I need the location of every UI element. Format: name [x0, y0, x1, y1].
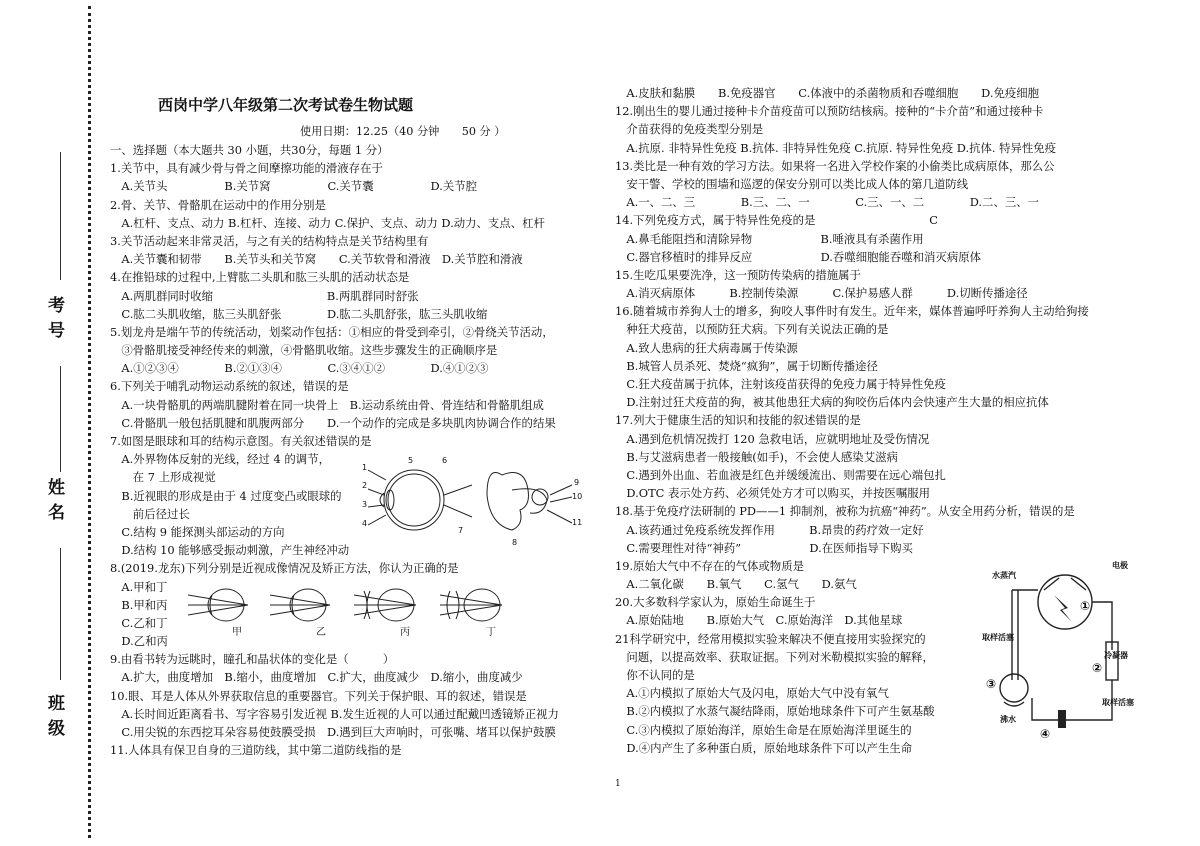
right-column-line: B.②内模拟了水蒸气凝结降雨，原始地球条件下可产生氨基酸 — [615, 704, 935, 719]
right-column-line: 种狂犬疫苗，以预防狂犬病。下列有关说法正确的是 — [615, 322, 889, 337]
miller-label-c4: ④ — [1040, 727, 1051, 741]
right-column-line: D.OTC 表示处方药、必须凭处方才可以购买，并按医嘱服用 — [615, 486, 930, 501]
miller-label-sample-left: 取样活塞 — [982, 633, 1014, 642]
page-subtitle: 使用日期：12.25（40 分钟 50 分 ） — [300, 125, 506, 138]
binding-dotted-line — [88, 6, 91, 838]
right-column-line: C.狂犬疫苗属于抗体，注射该疫苗获得的免疫力属于特异性免疫 — [615, 377, 946, 391]
page-title: 西岗中学八年级第二次考试卷生物试题 — [158, 96, 414, 114]
right-column-line: 16.随着城市养狗人士的增多，狗咬人事件时有发生。近年来，媒体普遍呼吁养狗人主动给狗接 — [615, 304, 1089, 319]
ear-label-11: 11 — [572, 518, 582, 527]
left-column-line: 3.关节活动起来非常灵活，与之有关的结构特点是关节结构里有 — [110, 233, 429, 248]
right-column-line: 15.生吃瓜果要洗净，这一预防传染病的措施属于 — [615, 267, 861, 282]
eyeball-outline — [384, 470, 444, 530]
right-column-line: 13.类比是一种有效的学习方法。如果将一名进入学校作案的小偷类比成病原体，那么公 — [615, 158, 1055, 173]
right-column-line: A.鼻毛能阻挡和清除异物 B.唾液具有杀菌作用 — [615, 231, 924, 246]
right-column-line: 18.基于免疫疗法研制的 PD——1 抑制剂，被称为抗癌“神药”。从安全用药分析，错误的是 — [615, 504, 1075, 519]
right-column-line: B.城管人员杀死、焚烧“疯狗”，属于切断传播途径 — [615, 358, 878, 373]
left-column-line: 一、选择题（本大题共 30 小题，共30分，每题 1 分） — [110, 143, 389, 157]
right-column-line: A.消灭病原体 B.控制传染源 C.保护易感人群 D.切断传播途径 — [615, 286, 1028, 301]
right-column-line: D.④内产生了多种蛋白质，原始地球条件下可以产生生命 — [615, 740, 913, 755]
right-column-line: 12.刚出生的婴儿通过接种卡介苗疫苗可以预防结核病。接种的“卡介苗”和通过接种卡 — [615, 104, 1044, 119]
left-column-line: B.甲和丙 — [110, 597, 168, 612]
lens-figure — [188, 583, 508, 639]
left-column-line: A.两肌群同时收缩 B.两肌群同时舒张 — [110, 288, 419, 303]
class-chars: 班级 — [44, 694, 64, 744]
ear-label-8: 8 — [512, 538, 518, 547]
name-chars: 姓名 — [44, 478, 64, 528]
left-column-line: A.杠杆、支点、动力 B.杠杆、连接、动力 C.保护、支点、动力 D.动力、支点、杠杆 — [110, 215, 545, 230]
right-column-line: A.遇到危机情况拨打 120 急救电话，应就明地址及受伤情况 — [615, 431, 930, 446]
left-column-line: 前后径过长 — [110, 506, 190, 521]
left-column — [110, 141, 590, 759]
miller-label-c3: ③ — [986, 677, 997, 691]
right-column-line: 17.列大于健康生活的知识和技能的叙述错误的是 — [615, 413, 861, 428]
left-column-line: 2.骨、关节、骨骼肌在运动中的作用分别是 — [110, 197, 326, 212]
right-column-line: C.需要理性对待“神药” D.在医师指导下购买 — [615, 540, 913, 555]
page-number: 1 — [615, 779, 621, 789]
miller-label-c2: ② — [1092, 661, 1103, 675]
lens-yi — [270, 589, 330, 621]
right-column-line: 你不认同的是 — [615, 668, 695, 682]
left-column-line: D.乙和丙 — [110, 634, 168, 649]
eye-label-6: 6 — [442, 456, 448, 465]
right-column-line: A.抗原. 非特异性免疫 B.抗体. 非特异性免疫 C.抗原. 特异性免疫 D.抗体. 特异性免疫 — [615, 140, 1057, 155]
right-column-line: A.皮肤和黏膜 B.免疫器官 C.体液中的杀菌物质和吞噬细胞 D.免疫细胞 — [615, 86, 1040, 100]
left-column-line: 6.下列关于哺乳动物运动系统的叙述，错误的是 — [110, 379, 349, 394]
left-column-line: 11.人体具有保卫自身的三道防线，其中第二道防线指的是 — [110, 743, 402, 758]
right-column-line: 14.下列免疫方式，属于特异性免疫的是 C — [615, 213, 938, 228]
left-column-line: C.肱二头肌收缩，肱三头肌舒张 D.肱二头肌舒张，肱三头肌收缩 — [110, 306, 488, 321]
left-column-line: A.关节头 B.关节窝 C.关节囊 D.关节腔 — [110, 179, 478, 194]
right-column-line: 21科学研究中，经常用模拟实验来解决不便直接用实验探究的 — [615, 631, 926, 646]
left-column-line: C.骨骼肌一般包括肌腱和肌腹两部分 D.一个动作的完成是多块肌肉协调合作的结果 — [110, 415, 556, 430]
left-column-line: 5.划龙舟是端午节的传统活动，划桨动作包括：①相应的骨受到牵引，②骨绕关节活动， — [110, 324, 554, 339]
left-column-line: B.近视眼的形成是由于 4 过度变凸或眼球的 — [110, 488, 342, 503]
eye-label-4: 4 — [362, 519, 368, 528]
ear-outline — [487, 473, 528, 531]
lens-label-yi: 乙 — [316, 627, 326, 638]
left-column-line: A.外界物体反射的光线，经过 4 的调节， — [110, 452, 330, 467]
miller-label-sample-right: 取样活塞 — [1102, 698, 1134, 707]
right-column-line: 介苗获得的免疫类型分别是 — [615, 122, 764, 137]
eye-label-5: 5 — [408, 456, 414, 465]
miller-label-electrode: 电极 — [1112, 561, 1128, 570]
left-column-line: A.长时间近距离看书、写字容易引发近视 B.发生近视的人可以通过配戴凹透镜矫正视力 — [110, 706, 559, 721]
lens-bing — [354, 589, 416, 621]
eye-label-1: 1 — [362, 463, 368, 472]
miller-label-c1: ① — [1080, 599, 1091, 613]
left-column-line: 1.关节中，具有减少骨与骨之间摩擦功能的滑液存在于 — [110, 161, 383, 176]
right-column-line: A.该药通过免疫系统发挥作用 B.昂贵的药疗效一定好 — [615, 522, 924, 537]
left-column-line: D.结构 10 能够感受振动刺激，产生神经冲动 — [110, 543, 350, 558]
right-column-line: C.遇到外出血、若血液是红色并缓缓流出、则需要在远心端包扎 — [615, 467, 946, 482]
left-column-line: A.①②③④ B.②①③④ C.③④①② D.④①②③ — [110, 361, 489, 376]
exam-number-char: 考号 — [44, 296, 64, 346]
miller-label-condenser: 冷凝器 — [1104, 651, 1128, 660]
left-column-line: 10.眼、耳是人体从外界获取信息的重要器官。下列关于保护眼、耳的叙述，错误是 — [110, 688, 527, 703]
class-label — [44, 694, 63, 744]
left-column-line: A.一块骨骼肌的两端肌腱附着在同一块骨上 B.运动系统由骨、骨连结和骨骼肌组成 — [110, 397, 544, 412]
class-blank[interactable] — [60, 548, 61, 680]
right-column-line: 安干警、学校的围墙和巡逻的保安分别可以类比成人体的第几道防线 — [615, 176, 969, 191]
name-blank[interactable] — [60, 366, 61, 472]
left-column-line: A.扩大，曲度增加 B.缩小，曲度增加 C.扩大，曲度减少 D.缩小，曲度减少 — [110, 670, 523, 685]
right-column-line: 19.原始大气中不存在的气体或物质是 — [615, 558, 804, 573]
left-column-line: ③骨骼肌接受神经传来的刺激，④骨骼肌收缩。这些步骤发生的正确顺序是 — [110, 343, 498, 358]
right-column-line: A.原始陆地 B.原始大气 C.原始海洋 D.其他星球 — [615, 613, 903, 628]
left-column-line: C.结构 9 能探测头部运动的方向 — [110, 524, 285, 539]
right-column-line: A.一、二、三 B.三、二、一 C.三、一、二 D.二、三、一 — [615, 195, 1040, 210]
left-column-line: 在 7 上形成视觉 — [110, 470, 216, 485]
small-flask — [1000, 674, 1028, 702]
right-column-line: B.与艾滋病患者一般接触(如手)，不会使人感染艾滋病 — [615, 449, 898, 464]
right-column-line: 问题，以提高效率、获取证据。下列对米勒模拟实验的解释， — [615, 649, 934, 664]
lens-label-jia: 甲 — [232, 627, 242, 638]
miller-apparatus-figure — [982, 560, 1140, 750]
right-column-line: A.致人患病的狂犬病毒属于传染源 — [615, 340, 798, 355]
eye-label-2: 2 — [362, 481, 368, 490]
left-column-line: 4.在推铅球的过程中,上臂肱二头肌和肱三头肌的活动状态是 — [110, 270, 410, 285]
left-column-line: 9.由看书转为远眺时，瞳孔和晶状体的变化是（ ） — [110, 652, 395, 667]
ear-label-9: 9 — [574, 478, 580, 487]
left-column-line: 7.如图是眼球和耳的结构示意图。有关叙述错误的是 — [110, 434, 372, 448]
right-column-line: D.注射过狂犬疫苗的狗，被其他患狂犬病的狗咬伤后体内会快速产生大量的相应抗体 — [615, 395, 1049, 410]
name-label — [44, 478, 63, 528]
right-column-line: C.器官移植时的排异反应 D.吞噬细胞能吞噬和消灭病原体 — [615, 249, 981, 264]
miller-label-boiling: 沸水 — [1000, 715, 1016, 724]
ear-label-10: 10 — [572, 492, 582, 501]
right-column-line: A.二氧化碳 B.氧气 C.氢气 D.氨气 — [615, 577, 857, 592]
exam-number-blank[interactable] — [60, 152, 61, 280]
right-column-line: A.①内模拟了原始大气及闪电，原始大气中没有氧气 — [615, 686, 889, 701]
left-column-line: C.乙和丁 — [110, 615, 168, 630]
eye-ear-figure — [362, 455, 582, 555]
exam-number-label — [44, 296, 63, 346]
lens-ding — [440, 589, 502, 621]
eye-label-7: 7 — [458, 526, 464, 535]
right-column-line: C.③内模拟了原始海洋，原始生命是在原始海洋里诞生的 — [615, 722, 912, 737]
miller-label-steam: 水蒸汽 — [992, 571, 1016, 580]
left-column-line: 8.(2019.龙东)下列分别是近视成像情况及矫正方法，你认为正确的是 — [110, 561, 459, 576]
lens-label-bing: 丙 — [400, 627, 410, 638]
left-column-line: C.用尖锐的东西挖耳朵容易使鼓膜受损 D.遇到巨大声响时，可张嘴、堵耳以保护鼓膜 — [110, 725, 556, 739]
eye-label-3: 3 — [362, 500, 368, 509]
right-column-line: 20.大多数科学家认为，原始生命诞生于 — [615, 595, 816, 610]
left-column-line: A.关节囊和韧带 B.关节头和关节窝 C.关节软骨和滑液 D.关节腔和滑液 — [110, 252, 523, 267]
lens-jia — [188, 589, 248, 621]
lens-label-ding: 丁 — [486, 627, 496, 638]
left-column-line: A.甲和丁 — [110, 579, 168, 594]
